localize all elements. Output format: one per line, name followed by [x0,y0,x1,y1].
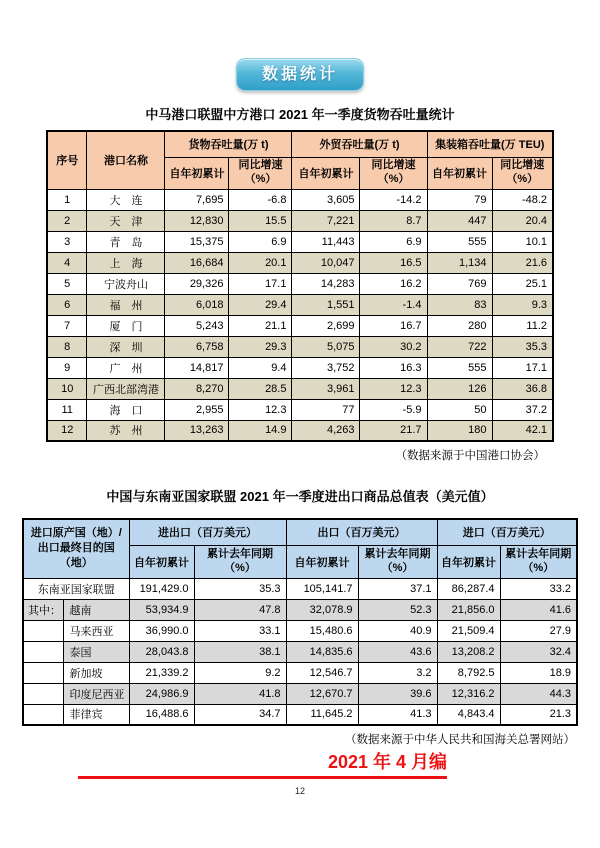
value-cell: 41.3 [358,704,437,725]
country-name-cell: 马来西亚 [63,620,129,641]
table2-title: 中国与东南亚国家联盟 2021 年一季度进出口商品总值表（美元值） [106,489,494,504]
table-row [47,273,553,294]
col-header-no: 序号 [47,131,87,189]
value-cell: 9.2 [194,662,286,683]
value-cell: -14.2 [360,189,427,210]
table-row [47,252,553,273]
data-source-note: （数据来源于中国港口协会） [395,450,545,462]
value-cell: 25.1 [492,273,553,294]
value-cell: -5.9 [360,399,427,420]
value-cell: 7,221 [292,210,360,231]
row-no-cell: 3 [47,231,87,252]
value-cell: 29.4 [229,294,292,315]
value-cell: 21.3 [500,704,577,725]
col-subheader-growth [492,157,553,189]
value-cell: 280 [427,315,492,336]
table-row [23,599,577,620]
value-cell: 555 [427,357,492,378]
value-cell: 24,986.9 [129,683,194,704]
value-cell: 16,684 [165,252,229,273]
data-source-note: （数据来源于中华人民共和国海关总署网站） [345,734,575,746]
value-cell: 38.1 [194,641,286,662]
port-name-cell: 广西北部湾港 [87,378,165,399]
value-cell: 17.1 [492,357,553,378]
value-cell: 40.9 [358,620,437,641]
port-name-cell: 广 州 [87,357,165,378]
value-cell: 11,645.2 [286,704,358,725]
value-cell: 83 [427,294,492,315]
row-no-cell: 6 [47,294,87,315]
port-name-cell: 青 岛 [87,231,165,252]
value-cell: 5,243 [165,315,229,336]
among-which-cell [23,662,63,683]
divider-line [78,776,447,779]
value-cell: 8,270 [165,378,229,399]
subheader-yoy-line1: 累计去年同期 [505,547,572,560]
value-cell: 36,990.0 [129,620,194,641]
value-cell: 105,141.7 [286,578,358,599]
value-cell: 30.2 [360,336,427,357]
subheader-growth-line1: 同比增速 [371,159,416,172]
value-cell: 6.9 [360,231,427,252]
value-cell: 4,843.4 [437,704,500,725]
value-cell: 33.2 [500,578,577,599]
value-cell: 36.8 [492,378,553,399]
table-row [23,620,577,641]
row-no-cell: 8 [47,336,87,357]
country-name-cell: 印度尼西亚 [63,683,129,704]
value-cell: 21,856.0 [437,599,500,620]
value-cell: 11,443 [292,231,360,252]
value-cell: 1,551 [292,294,360,315]
value-cell: 6,018 [165,294,229,315]
value-cell: 77 [292,399,360,420]
value-cell: 3,605 [292,189,360,210]
row-no-cell: 4 [47,252,87,273]
row-no-cell: 7 [47,315,87,336]
value-cell: 2,699 [292,315,360,336]
value-cell: 722 [427,336,492,357]
value-cell: 4,263 [292,420,360,441]
subheader-yoy-line2: （%） [522,561,555,574]
col-subheader-accum: 自年初累计 [427,157,492,189]
port-name-cell: 天 津 [87,210,165,231]
value-cell: 3,961 [292,378,360,399]
subheader-yoy-line2: （%） [224,561,256,574]
value-cell: 191,429.0 [129,578,194,599]
value-cell: 11.2 [492,315,553,336]
value-cell: 43.6 [358,641,437,662]
table-row [23,641,577,662]
value-cell: 9.4 [229,357,292,378]
value-cell: -1.4 [360,294,427,315]
subheader-yoy-line1: 累计去年同期 [364,547,431,560]
value-cell: 2,955 [165,399,229,420]
table-row [47,210,553,231]
page-number: 12 [294,786,305,796]
port-name-cell: 海 口 [87,399,165,420]
value-cell: 21,509.4 [437,620,500,641]
value-cell: 13,263 [165,420,229,441]
value-cell: 34.7 [194,704,286,725]
table-row [47,399,553,420]
value-cell: 21.7 [360,420,427,441]
value-cell: 35.3 [194,578,286,599]
among-which-cell [23,704,63,725]
table-row [23,683,577,704]
country-name-cell: 泰国 [63,641,129,662]
port-name-cell: 苏 州 [87,420,165,441]
table-row [47,189,553,210]
value-cell: 20.4 [492,210,553,231]
port-name-cell: 福 州 [87,294,165,315]
subheader-yoy-line1: 累计去年同期 [207,547,273,560]
among-which-cell: 其中： [23,599,63,620]
table-row [47,357,553,378]
col-group-import: 进口（百万美元） [437,519,577,545]
value-cell: 12,670.7 [286,683,358,704]
value-cell: 27.9 [500,620,577,641]
subheader-growth-line1: 同比增速 [500,159,545,172]
country-name-cell: 新加坡 [63,662,129,683]
value-cell: 20.1 [229,252,292,273]
value-cell: 29.3 [229,336,292,357]
subheader-growth-line2: （%） [506,173,539,185]
value-cell: 15.5 [229,210,292,231]
col-group-container: 集装箱吞吐量(万 TEU) [427,131,553,157]
value-cell: 18.9 [500,662,577,683]
value-cell: 42.1 [492,420,553,441]
value-cell: 33.1 [194,620,286,641]
value-cell: 53,934.9 [129,599,194,620]
value-cell: 41.8 [194,683,286,704]
value-cell: 1,134 [427,252,492,273]
section-badge: 数据统计 [236,58,364,91]
value-cell: 3,752 [292,357,360,378]
asean-trade-table [22,518,578,726]
table-row [47,336,553,357]
subheader-growth-line2: （%） [377,173,410,185]
col-subheader-growth [229,157,292,189]
table-row [47,378,553,399]
value-cell: 16.3 [360,357,427,378]
value-cell: 16.5 [360,252,427,273]
value-cell: -48.2 [492,189,553,210]
value-cell: 3.2 [358,662,437,683]
value-cell: 447 [427,210,492,231]
col-group-import-export: 进出口（百万美元） [129,519,286,545]
row-no-cell: 11 [47,399,87,420]
row-no-cell: 10 [47,378,87,399]
value-cell: 17.1 [229,273,292,294]
country-name-cell: 菲律宾 [63,704,129,725]
value-cell: 9.3 [492,294,553,315]
value-cell: 14,817 [165,357,229,378]
region-name-cell: 东南亚国家联盟 [23,578,129,599]
row-no-cell: 2 [47,210,87,231]
col-group-foreign-trade: 外贸吞吐量(万 t) [292,131,427,157]
value-cell: 50 [427,399,492,420]
among-which-cell [23,683,63,704]
row-no-cell: 12 [47,420,87,441]
port-throughput-table [46,130,554,442]
value-cell: 79 [427,189,492,210]
col-subheader-accum: 自年初累计 [286,545,358,578]
row-no-cell: 1 [47,189,87,210]
value-cell: 6.9 [229,231,292,252]
port-name-cell: 厦 门 [87,315,165,336]
value-cell: 16.2 [360,273,427,294]
table-row [47,231,553,252]
value-cell: 37.2 [492,399,553,420]
value-cell: 180 [427,420,492,441]
value-cell: 41.6 [500,599,577,620]
col-subheader-growth [360,157,427,189]
value-cell: 16.7 [360,315,427,336]
col-subheader-accum: 自年初累计 [292,157,360,189]
value-cell: 8.7 [360,210,427,231]
table-row [47,294,553,315]
value-cell: 14.9 [229,420,292,441]
among-which-cell [23,620,63,641]
table1-header [47,131,553,189]
value-cell: 14,283 [292,273,360,294]
col-subheader-accum: 自年初累计 [129,545,194,578]
value-cell: 39.6 [358,683,437,704]
table-row [23,704,577,725]
edition-date: 2021 年 4 月编 [327,752,447,772]
value-cell: 15,480.6 [286,620,358,641]
value-cell: 126 [427,378,492,399]
row-no-cell: 5 [47,273,87,294]
table1-body [47,189,553,441]
subheader-yoy-line2: （%） [381,561,414,574]
table2-body [23,578,577,725]
value-cell: 32,078.9 [286,599,358,620]
table1-title: 中马港口联盟中方港口 2021 年一季度货物吞吐量统计 [145,107,455,122]
value-cell: 21.6 [492,252,553,273]
col-subheader-accum: 自年初累计 [437,545,500,578]
value-cell: 47.8 [194,599,286,620]
value-cell: 32.4 [500,641,577,662]
value-cell: 5,075 [292,336,360,357]
value-cell: 21,339.2 [129,662,194,683]
value-cell: 12.3 [229,399,292,420]
value-cell: 52.3 [358,599,437,620]
col-header-country: 进口原产国（地）/出口最终目的国（地） [23,519,129,578]
value-cell: 86,287.4 [437,578,500,599]
value-cell: 28.5 [229,378,292,399]
col-subheader-yoy [194,545,286,578]
col-group-export: 出口（百万美元） [286,519,437,545]
value-cell: 12,830 [165,210,229,231]
value-cell: 6,758 [165,336,229,357]
port-name-cell: 深 圳 [87,336,165,357]
value-cell: 555 [427,231,492,252]
value-cell: 12,316.2 [437,683,500,704]
col-header-port: 港口名称 [87,131,165,189]
value-cell: 15,375 [165,231,229,252]
col-subheader-yoy [358,545,437,578]
value-cell: -6.8 [229,189,292,210]
value-cell: 12.3 [360,378,427,399]
col-subheader-accum: 自年初累计 [165,157,229,189]
table-row [23,662,577,683]
subheader-growth-line1: 同比增速 [238,159,283,172]
value-cell: 21.1 [229,315,292,336]
row-no-cell: 9 [47,357,87,378]
value-cell: 13,208.2 [437,641,500,662]
col-group-cargo: 货物吞吐量(万 t) [165,131,292,157]
value-cell: 37.1 [358,578,437,599]
value-cell: 44.3 [500,683,577,704]
table2-header [23,519,577,578]
value-cell: 14,835.6 [286,641,358,662]
country-name-cell: 越南 [63,599,129,620]
asean-total-row [23,578,577,599]
col-subheader-yoy [500,545,577,578]
value-cell: 35.3 [492,336,553,357]
subheader-growth-line2: （%） [244,173,277,185]
value-cell: 10.1 [492,231,553,252]
value-cell: 10,047 [292,252,360,273]
value-cell: 7,695 [165,189,229,210]
value-cell: 8,792.5 [437,662,500,683]
value-cell: 16,488.6 [129,704,194,725]
port-name-cell: 宁波舟山 [87,273,165,294]
port-name-cell: 上 海 [87,252,165,273]
value-cell: 12,546.7 [286,662,358,683]
table-row [47,420,553,441]
value-cell: 28,043.8 [129,641,194,662]
value-cell: 769 [427,273,492,294]
among-which-cell [23,641,63,662]
port-name-cell: 大 连 [87,189,165,210]
value-cell: 29,326 [165,273,229,294]
table-row [47,315,553,336]
